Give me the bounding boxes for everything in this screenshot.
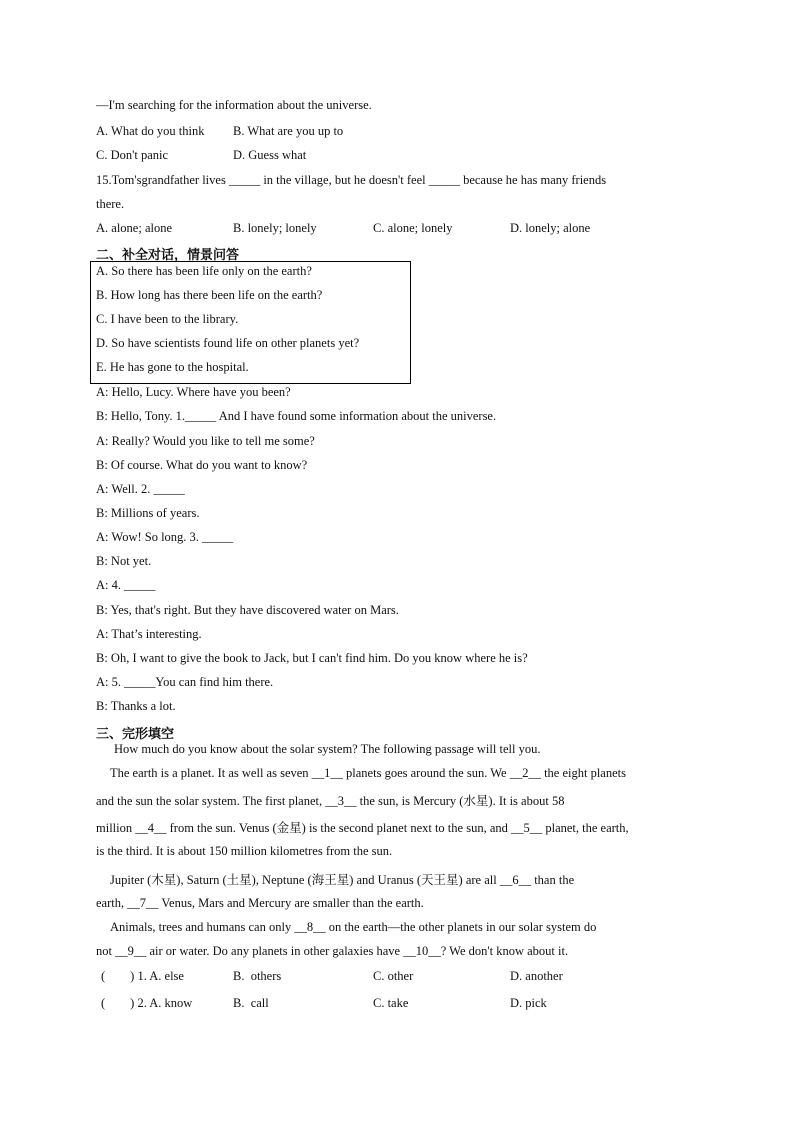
q15-option-d: D. lonely; alone (510, 221, 591, 235)
question-2-option-d: D. pick (510, 996, 547, 1010)
q14-option-a: A. What do you think (96, 124, 205, 138)
dialogue-line: B: Millions of years. (96, 506, 200, 520)
dialogue-line: A: 5. _____You can find him there. (96, 675, 274, 689)
passage-line: Jupiter (木星), Saturn (土星), Neptune (海王星) and Uranus (天王星) are all __6__ than the (110, 873, 575, 887)
section3-heading: 三、完形填空 (96, 727, 175, 742)
question-1-option-a: ( ) 1. A. else (101, 969, 184, 983)
q15-stem-line1: 15.Tom'sgrandfather lives _____ in the village, but he doesn't feel _____ because he has many friends (96, 173, 607, 187)
q14-option-b: B. What are you up to (233, 124, 344, 138)
passage-line: Animals, trees and humans can only __8__ on the earth—the other planets in our solar system do (110, 920, 597, 934)
dialogue-option-c: C. I have been to the library. (96, 312, 239, 326)
dialogue-line: A: Wow! So long. 3. _____ (96, 530, 234, 544)
question-1-option-d: D. another (510, 969, 563, 983)
passage-line: earth, __7__ Venus, Mars and Mercury are smaller than the earth. (96, 896, 424, 910)
question-2-option-c: C. take (373, 996, 409, 1010)
section2-heading: 二、补全对话，情景问答 (96, 248, 240, 263)
dialogue-option-e: E. He has gone to the hospital. (96, 360, 249, 374)
dialogue-line: B: Oh, I want to give the book to Jack, but I can't find him. Do you know where he is? (96, 651, 528, 665)
question-1-option-b: B. others (233, 969, 282, 983)
passage-line: The earth is a planet. It as well as seven __1__ planets goes around the sun. We __2__ the eight planets (110, 766, 626, 780)
dialogue-line: A: Hello, Lucy. Where have you been? (96, 385, 291, 399)
passage-line: and the sun the solar system. The first planet, __3__ the sun, is Mercury (水星). It is about 58 (96, 794, 565, 808)
passage-line: is the third. It is about 150 million kilometres from the sun. (96, 844, 393, 858)
q15-stem-line2: there. (96, 197, 125, 211)
dialogue-option-d: D. So have scientists found life on other planets yet? (96, 336, 360, 350)
q14-answer-line: —I'm searching for the information about the universe. (96, 98, 372, 112)
question-2-option-a: ( ) 2. A. know (101, 996, 193, 1010)
dialogue-line: A: Really? Would you like to tell me some? (96, 434, 315, 448)
q14-option-d: D. Guess what (233, 148, 307, 162)
dialogue-line: B: Yes, that's right. But they have discovered water on Mars. (96, 603, 399, 617)
dialogue-line: B: Not yet. (96, 554, 152, 568)
dialogue-line: A: That’s interesting. (96, 627, 202, 641)
dialogue-line: B: Of course. What do you want to know? (96, 458, 308, 472)
q15-option-a: A. alone; alone (96, 221, 173, 235)
q15-option-c: C. alone; lonely (373, 221, 453, 235)
passage-line: How much do you know about the solar system? The following passage will tell you. (114, 742, 541, 756)
dialogue-line: A: Well. 2. _____ (96, 482, 185, 496)
dialogue-line: B: Hello, Tony. 1._____ And I have found some information about the universe. (96, 409, 497, 423)
q14-option-c: C. Don't panic (96, 148, 169, 162)
dialogue-line: A: 4. _____ (96, 578, 156, 592)
q15-option-b: B. lonely; lonely (233, 221, 317, 235)
passage-line: million __4__ from the sun. Venus (金星) is the second planet next to the sun, and __5__ planet, the earth, (96, 821, 629, 835)
dialogue-option-a: A. So there has been life only on the earth? (96, 264, 312, 278)
question-2-option-b: B. call (233, 996, 269, 1010)
dialogue-option-b: B. How long has there been life on the earth? (96, 288, 323, 302)
question-1-option-c: C. other (373, 969, 414, 983)
dialogue-line: B: Thanks a lot. (96, 699, 176, 713)
passage-line: not __9__ air or water. Do any planets in other galaxies have __10__? We don't know about it. (96, 944, 569, 958)
